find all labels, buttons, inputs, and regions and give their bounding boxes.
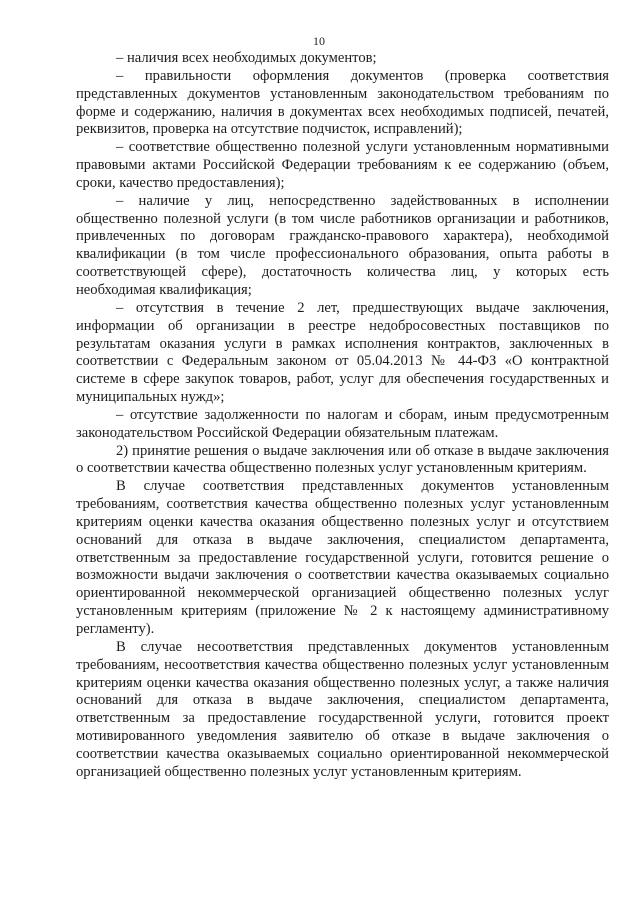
list-item-no-unscrupulous-register: – отсутствия в течение 2 лет, предшествующих выдаче заключения, информации об организации в реестре недобросовестных поставщиков по результатам оказания услуги в рамках исполнения контрактов, заключенных в соответствии с Федеральным законом от 05.04.2013 № 44-ФЗ «О контрактной системе в сфере закупок товаров, работ, услуг для обеспечения государственных и муниципальных нужд»; xyxy=(76,299,609,406)
paragraph-noncompliance-case: В случае несоответствия представленных документов установленным требованиям, несоответствия качества общественно полезных услуг установленным критериям оценки качества оказания общественно полезных услуг, а также наличия оснований для отказа в выдаче заключения, специалистом департамента, ответственным за предоставление государственной услуги, готовится проект мотивированного уведомления заявителю об отказе в выдаче заключения о соответствии качества оказываемых социально ориентированной некоммерческой организацией общественно полезных услуг установленным критериям. xyxy=(76,638,609,780)
list-item-documents-correctness: – правильности оформления документов (проверка соответствия представленных документов установленным законодательством требованиям по форме и содержанию, наличия в документах всех необходимых подписей, печатей, реквизитов, проверка на отсутствие подчисток, исправлений); xyxy=(76,67,609,138)
document-body xyxy=(76,50,609,782)
list-item-no-tax-debt: – отсутствие задолженности по налогам и сборам, иным предусмотренным законодательством Российской Федерации обязательным платежам. xyxy=(76,406,609,441)
list-item-staff-qualification: – наличие у лиц, непосредственно задействованных в исполнении общественно полезной услуги (в том числе работников организации и работников, привлеченных по договорам гражданско-правового характера), необходимой квалификации (в том числе профессионального образования, опыта работы в соответствующей сфере), достаточность количества лиц, у которых есть необходимая квалификация; xyxy=(76,192,609,298)
paragraph-compliance-case: В случае соответствия представленных документов установленным требованиям, соответствия качества общественно полезных услуг установленным критериям оценки качества оказания общественно полезных услуг и отсутствием оснований для отказа в выдаче заключения, специалистом департамента, ответственным за предоставление государственной услуги, готовится решение о возможности выдачи заключения о соответствии качества оказываемых социально ориентированной некоммерческой организацией общественно полезных услуг установленным критериям (приложение № 2 к настоящему административному регламенту). xyxy=(76,478,609,637)
list-item-service-compliance: – соответствие общественно полезной услуги установленным нормативными правовыми актами Российской Федерации требованиям к ее содержанию (объем, сроки, качество предоставления); xyxy=(76,139,609,191)
list-item-documents-present: – наличия всех необходимых документов; xyxy=(116,50,377,66)
page-number: 10 xyxy=(313,34,325,48)
paragraph-decision-step: 2) принятие решения о выдаче заключения или об отказе в выдаче заключения о соответствии качества общественно полезных услуг установленным критериям. xyxy=(76,442,609,477)
